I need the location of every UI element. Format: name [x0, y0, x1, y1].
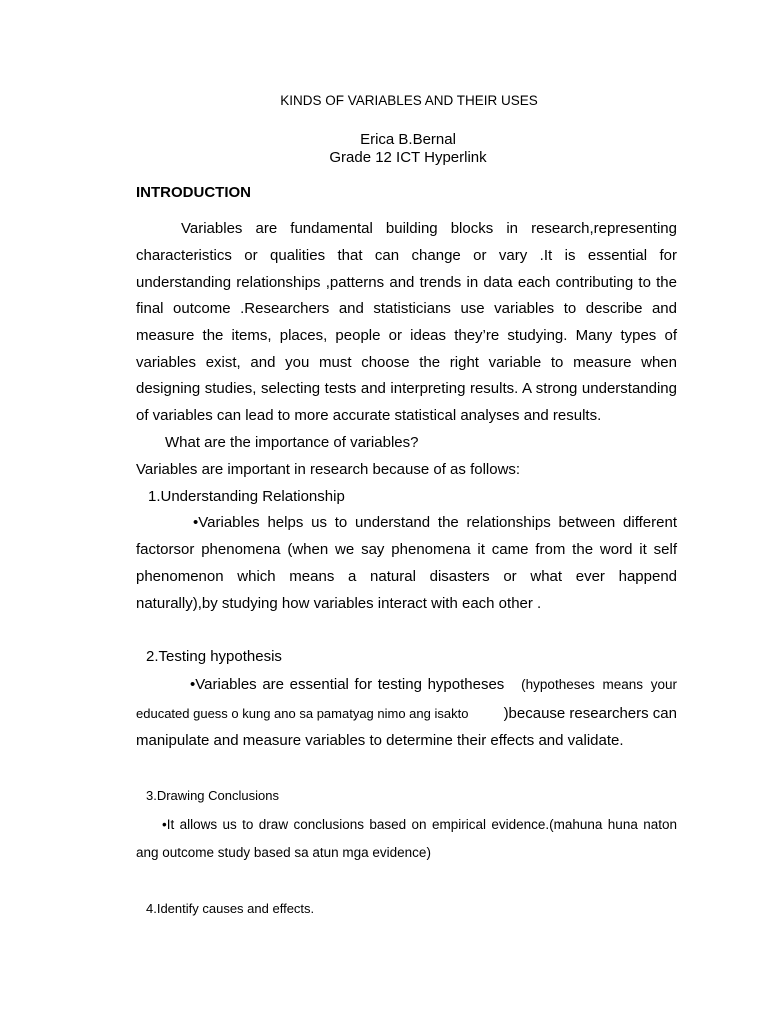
- item1-line: •Variables helps us to understand the relationships between different: [193, 514, 677, 531]
- item1-line-last: naturally),by studying how variables interact with each other .: [136, 595, 542, 612]
- item3-heading: 3.Drawing Conclusions: [146, 788, 279, 803]
- intro-line-last: of variables can lead to more accurate statistical analyses and results.: [136, 407, 602, 424]
- item2-note-text: educated guess o kung ano sa pamatyag nimo ang isakto: [136, 706, 469, 721]
- item2-line-last: manipulate and measure variables to determine their effects and validate.: [136, 732, 624, 749]
- item2-text: )because researchers can: [503, 705, 677, 722]
- question-line: What are the importance of variables?: [165, 434, 419, 451]
- document-title: KINDS OF VARIABLES AND THEIR USES: [280, 93, 538, 108]
- intro-line: designing studies, selecting tests and interpreting results. A strong understanding: [136, 380, 677, 397]
- item1-heading: 1.Understanding Relationship: [148, 488, 345, 505]
- intro-line: variables exist, and you must choose the right variable to measure when: [136, 354, 677, 371]
- statement-line: Variables are important in research because of as follows:: [136, 461, 521, 478]
- intro-line: characteristics or qualities that can change or vary .It is essential for: [136, 247, 677, 264]
- author-name: Erica B.Bernal: [360, 131, 456, 148]
- intro-heading: INTRODUCTION: [136, 184, 251, 201]
- item3-line-1: •It allows us to draw conclusions based on empirical evidence.(mahuna huna naton: [162, 817, 677, 832]
- item4-heading: 4.Identify causes and effects.: [146, 901, 315, 916]
- item2-note-text: (hypotheses means your: [521, 677, 677, 692]
- grade-section: Grade 12 ICT Hyperlink: [329, 149, 487, 166]
- item3-line-2: ang outcome study based sa atun mga evidence): [136, 845, 431, 860]
- intro-line: understanding relationships ,patterns and trends in data each contributing to the: [136, 274, 677, 291]
- item1-line: factorsor phenomena (when we say phenomena it came from the word it self: [136, 541, 677, 558]
- item1-line: phenomenon which means a natural disasters or what ever happend: [136, 568, 677, 585]
- item2-bullet-text: •Variables are essential for testing hypotheses: [190, 676, 505, 693]
- item2-line-1: [190, 676, 677, 694]
- intro-line: Variables are fundamental building blocks in research,representing: [181, 220, 677, 237]
- intro-line: measure the items, places, people or ideas they’re studying. Many types of: [136, 327, 677, 344]
- intro-line: final outcome .Researchers and statisticians use variables to describe and: [136, 300, 677, 317]
- item2-heading: 2.Testing hypothesis: [146, 648, 282, 665]
- item2-line-2: [136, 705, 677, 723]
